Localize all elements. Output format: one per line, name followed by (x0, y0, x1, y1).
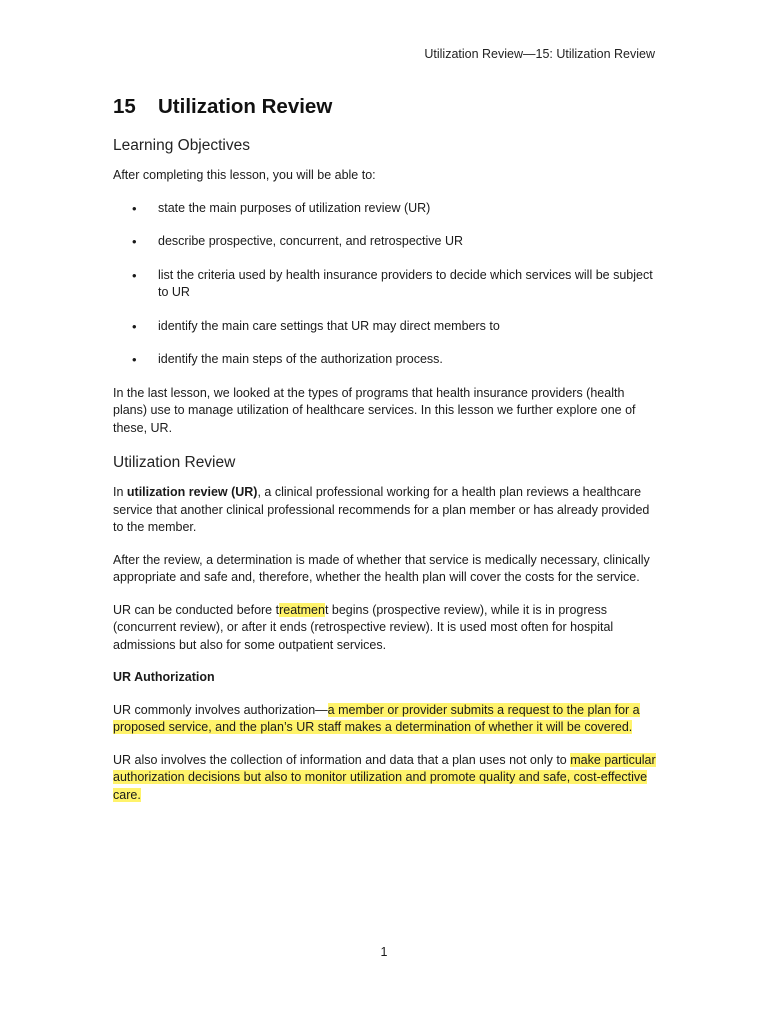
bullet-icon: • (132, 200, 137, 216)
bullet-icon: • (132, 318, 137, 334)
objectives-list (113, 200, 658, 369)
objective-item (113, 233, 658, 251)
ur-definition-paragraph (113, 484, 658, 537)
objective-item (113, 351, 658, 369)
auth-p1-start: UR commonly involves authorization— (113, 702, 328, 717)
utilization-review-heading: Utilization Review (113, 454, 236, 471)
running-header: Utilization Review—15: Utilization Review (424, 47, 655, 61)
ur-p1-rest: , a clinical professional working for a health plan reviews a healthcare service that another clinical professional recommends for a plan member or has already provided to the member. (113, 485, 650, 534)
objective-item (113, 267, 658, 302)
objectives-intro: After completing this lesson, you will be able to: (113, 168, 376, 182)
ur-p3-start: UR can be conducted before t (113, 602, 280, 617)
bullet-icon: • (132, 234, 137, 249)
authorization-paragraph (113, 702, 658, 737)
ur-timing-paragraph (113, 602, 658, 655)
chapter-number: 15 (113, 95, 136, 118)
intro-paragraph: In the last lesson, we looked at the types of programs that health insurance providers (health plans) use to manage utilization of healthcare services. In this lesson we further explore one of these, UR. (113, 385, 636, 435)
highlighted-text: make particular authorization decisions but also to monitor utilization and promote quality and safe, cost-effective care. (113, 752, 656, 802)
objective-text: identify the main steps of the authorization process. (158, 352, 443, 366)
data-collection-paragraph (113, 752, 658, 805)
bullet-icon: • (132, 352, 137, 367)
ur-determination-paragraph: After the review, a determination is made of whether that service is medically necessary, clinically appropriate and safe and, therefore, whether the health plan will cover the costs for the service. (113, 552, 650, 584)
objective-item (113, 200, 658, 218)
ur-term-bold: utilization review (UR) (126, 485, 258, 499)
bullet-icon: • (132, 267, 137, 283)
objective-item (113, 318, 658, 336)
highlighted-text: a member or provider submits a request to the plan for a proposed service, and the plan’s UR staff makes a determination of whether it will be covered. (113, 702, 640, 734)
learning-objectives-heading: Learning Objectives (113, 137, 250, 154)
page-number: 1 (380, 945, 388, 959)
objective-text: identify the main care settings that UR may direct members to (158, 318, 500, 333)
ur-p3-rest: t begins (prospective review), while it is in progress (concurrent review), or after it ends (retrospective review). It is used most often for hospital admissions but also for some outpatient services. (113, 602, 614, 652)
chapter-title-text: Utilization Review (158, 95, 333, 118)
objective-text: state the main purposes of utilization review (UR) (158, 200, 431, 215)
highlighted-text: reatmen (279, 602, 325, 617)
objective-text: describe prospective, concurrent, and retrospective UR (158, 234, 464, 248)
ur-p1-start: In (113, 485, 127, 499)
document-body (113, 93, 658, 819)
ur-authorization-heading: UR Authorization (113, 670, 215, 684)
objective-text: list the criteria used by health insurance providers to decide which services will be subject to UR (158, 267, 653, 299)
chapter-title (113, 93, 658, 121)
auth-p2-start: UR also involves the collection of information and data that a plan uses not only to (113, 752, 571, 767)
